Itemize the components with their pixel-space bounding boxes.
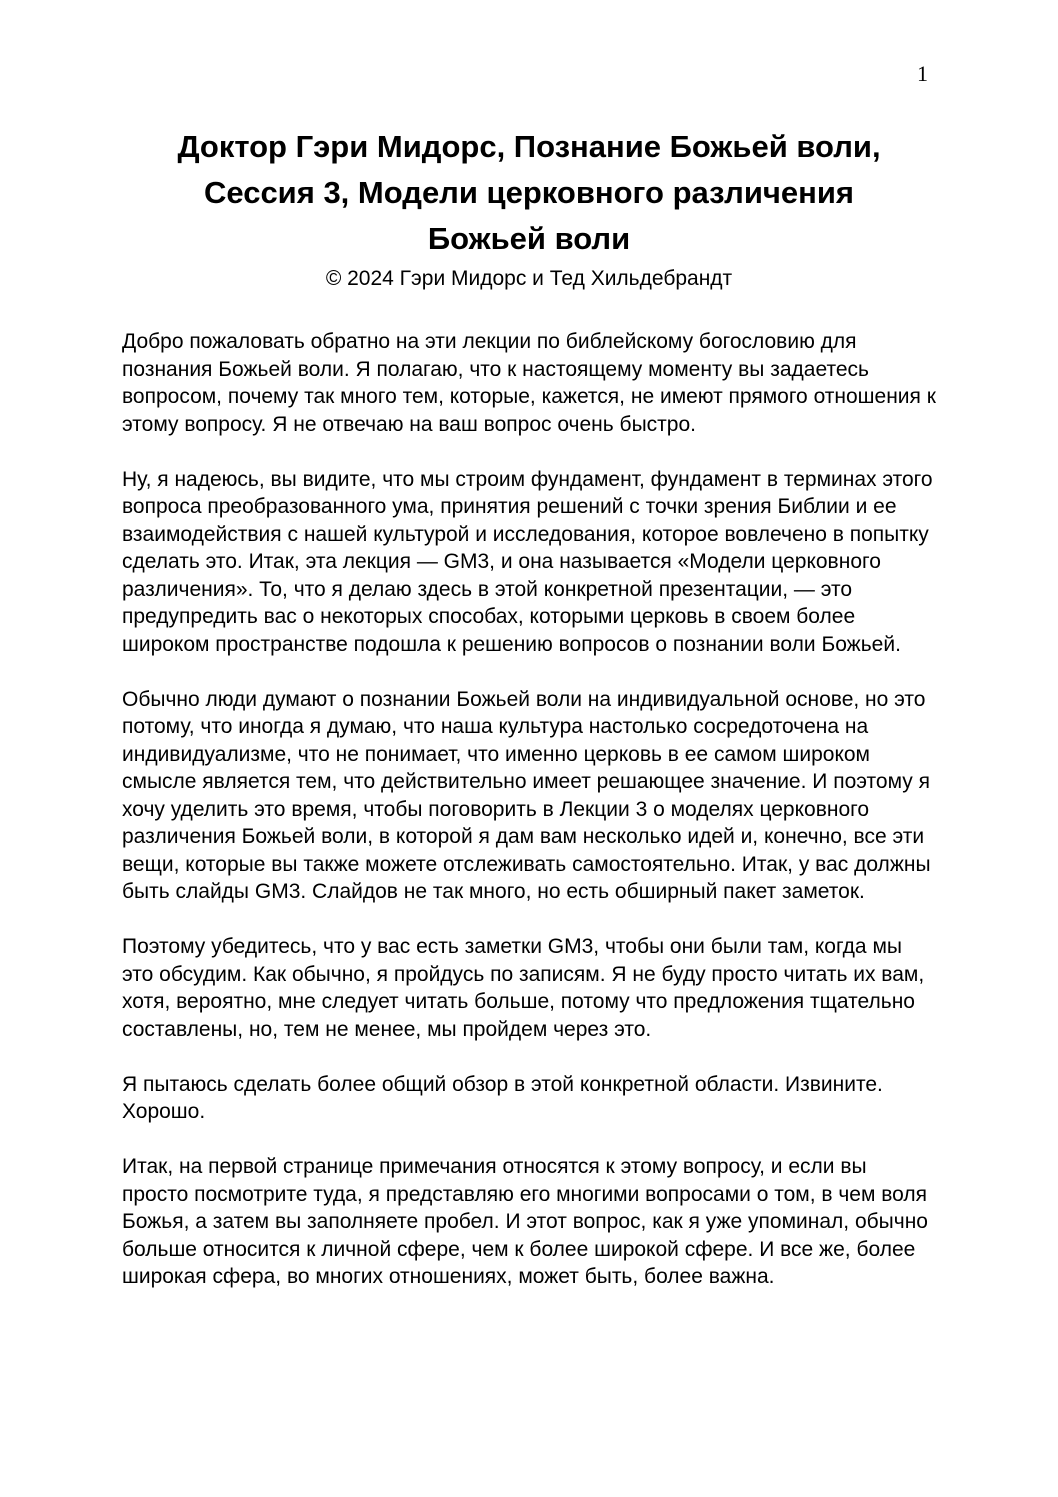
page-number: 1 <box>917 61 928 86</box>
title-line-3: Божьей воли <box>427 221 631 256</box>
document-title <box>0 0 1058 262</box>
paragraph-2: Ну, я надеюсь, вы видите, что мы строим фундамент, фундамент в терминах этого вопроса преобразованного ума, принятия решений с точки зрения Библии и ее взаимодействия с нашей культурой и исследования, которое вовлечено в попытку сделать это. Итак, эта лекция — GM3, и она называется «Модели церковного различения». То, что я делаю здесь в этой конкретной презентации, — это предупредить вас о некоторых способах, которыми церковь в своем более широком пространстве подошла к решению вопросов о познании воли Божьей. <box>122 467 933 656</box>
copyright-line: © 2024 Гэри Мидорс и Тед Хильдебрандт <box>325 267 733 290</box>
paragraph-1: Добро пожаловать обратно на эти лекции по библейскому богословию для познания Божьей воли. Я полагаю, что к настоящему моменту вы задаетесь вопросом, почему так много тем, которые, кажется, не имеют прямого отношения к этому вопросу. Я не отвечаю на ваш вопрос очень быстро. <box>122 330 936 436</box>
paragraph-6: Итак, на первой странице примечания относятся к этому вопросу, и если вы просто посмотрите туда, я представляю его многими вопросами о том, в чем воля Божья, а затем вы заполняете пробел. И этот вопрос, как я уже упоминал, обычно больше относится к личной сфере, чем к более широкой сфере. И все же, более широкая сфера, во многих отношениях, может быть, более важна. <box>122 1155 928 1288</box>
title-line-2: Сессия 3, Модели церковного различения <box>203 175 855 210</box>
document-body <box>122 328 938 1291</box>
paragraph-3: Обычно люди думают о познании Божьей воли на индивидуальной основе, но это потому, что иногда я думаю, что наша культура настолько сосредоточена на индивидуализме, что не понимает, что именно церковь в ее самом широком смысле является тем, что действительно имеет решающее значение. И поэтому я хочу уделить это время, чтобы поговорить в Лекции 3 о моделях церковного различения Божьей воли, в которой я дам вам несколько идей и, конечно, все эти вещи, которые вы также можете отслеживать самостоятельно. Итак, у вас должны быть слайды GM3. Слайдов не так много, но есть обширный пакет заметок. <box>122 687 931 903</box>
paragraph-4: Поэтому убедитесь, что у вас есть заметки GM3, чтобы они были там, когда мы это обсудим. Как обычно, я пройдусь по записям. Я не буду просто читать их вам, хотя, вероятно, мне следует читать больше, потому что предложения тщательно составлены, но, тем не менее, мы пройдем через это. <box>122 935 925 1041</box>
paragraph-5: Я пытаюсь сделать более общий обзор в этой конкретной области. Извините. Хорошо. <box>122 1072 883 1123</box>
title-line-1: Доктор Гэри Мидорс, Познание Божьей воли, <box>177 129 881 164</box>
